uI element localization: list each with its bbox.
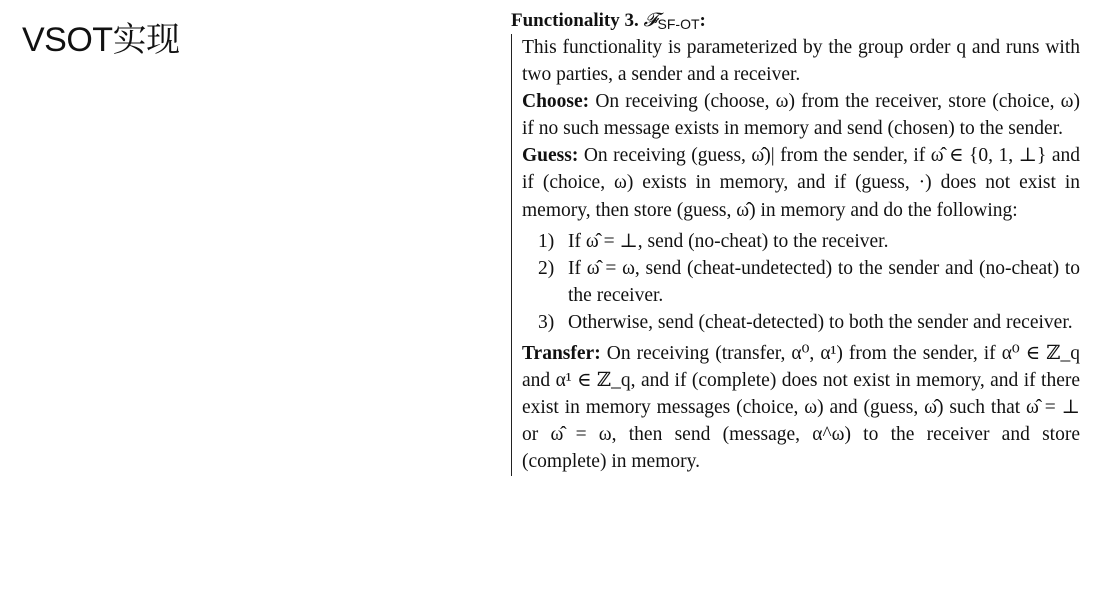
step-text: If ω̂ = ⊥, send (no-cheat) to the receiver. <box>568 230 889 252</box>
guess-steps-list <box>522 228 1080 336</box>
heading-suffix: : <box>699 10 706 31</box>
guess-text: On receiving (guess, ω̂)| from the sender, if ω̂ ∈ {0, 1, ⊥} and if (choice, ω) exists in memory, and if (guess, ·) does not exist in memory, then store (guess, ω̂) in memory and do the following: <box>522 145 1080 221</box>
choose-label: Choose: <box>522 91 590 113</box>
heading-prefix: Functionality 3. <box>511 10 644 31</box>
step-number: 3) <box>538 311 555 333</box>
transfer-text: On receiving (transfer, α⁰, α¹) from the sender, if α⁰ ∈ ℤ_q and α¹ ∈ ℤ_q, and if (complete) does not exist in memory, and if there exist in memory messages (choice, ω) and (guess, ω̂) such that ω̂ = ⊥ or ω̂ = ω, then send (message, α^ω) to the receiver and store (complete) in memory. <box>522 343 1080 473</box>
step-item <box>538 255 1080 309</box>
slide-title: VSOT实现 <box>22 21 180 59</box>
choose-paragraph <box>522 88 1080 142</box>
step-number: 2) <box>538 257 555 279</box>
step-text: If ω̂ = ω, send (cheat-undetected) to the sender and (no-cheat) to the receiver. <box>568 257 1080 306</box>
functionality-heading <box>511 8 1081 34</box>
transfer-label: Transfer: <box>522 343 601 365</box>
heading-symbol: 𝓕 <box>643 10 658 31</box>
functionality-body <box>511 34 1080 476</box>
intro-paragraph: This functionality is parameterized by the group order q and runs with two parties, a sender and a receiver. <box>522 37 1080 86</box>
choose-text: On receiving (choose, ω) from the receiver, store (choice, ω) if no such message exists in memory and send (chosen) to the sender. <box>522 91 1080 140</box>
transfer-paragraph <box>522 340 1080 475</box>
step-number: 1) <box>538 230 555 252</box>
guess-label: Guess: <box>522 145 579 167</box>
functionality-box <box>511 8 1081 476</box>
step-text: Otherwise, send (cheat-detected) to both the sender and receiver. <box>568 311 1073 333</box>
heading-subscript: SF-OT <box>657 16 700 32</box>
guess-paragraph <box>522 142 1080 223</box>
step-item <box>538 309 1080 336</box>
step-item <box>538 228 1080 255</box>
